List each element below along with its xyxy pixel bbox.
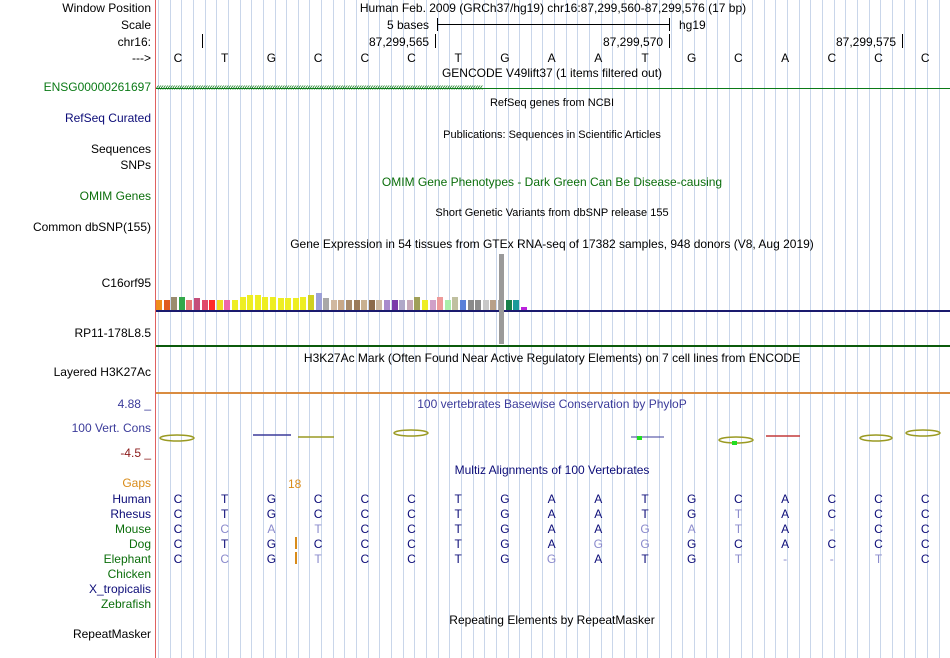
dbsnp-track-title: Short Genetic Variants from dbSNP release 155 [435, 207, 669, 219]
gtex-tissue-bar[interactable] [452, 297, 458, 311]
refseq-track-label[interactable]: RefSeq Curated [64, 111, 151, 125]
alignment-base: A [594, 522, 603, 536]
reference-base: C [734, 51, 743, 65]
alignment-base: C [173, 522, 183, 536]
alignment-base: A [594, 552, 603, 566]
alignment-base: A [781, 492, 790, 506]
alignment-base: - [829, 522, 834, 536]
gtex-track-title: Gene Expression in 54 tissues from GTEx RNA-seq of 17382 samples, 948 donors (V8, Aug 2019) [290, 237, 814, 251]
gridline [869, 0, 870, 658]
gridline [333, 0, 334, 658]
alignment-base: G [687, 492, 697, 506]
h3k27ac-signal-baseline [156, 392, 950, 394]
alignment-base: T [641, 552, 649, 566]
alignment-base: C [360, 537, 370, 551]
gtex-tissue-bar[interactable] [262, 297, 268, 311]
omim-track-label[interactable]: OMIM Genes [79, 189, 151, 203]
gridline [379, 0, 380, 658]
gtex-expression-bars[interactable] [156, 254, 950, 314]
alignment-base: G [266, 537, 277, 551]
alignment-base: C [920, 552, 930, 566]
gridline [193, 0, 194, 658]
alignment-base: C [313, 537, 323, 551]
scale-bar [437, 24, 669, 25]
alignment-base: G [593, 537, 603, 551]
gaps-label: Gaps [122, 476, 151, 490]
alignment-base: C [360, 522, 370, 536]
alignment-base: - [829, 552, 834, 566]
alignment-base: G [500, 522, 510, 536]
gap-marker [295, 552, 297, 564]
reference-base: T [641, 51, 649, 65]
gtex-tissue-bar[interactable] [300, 297, 306, 311]
alignment-base: A [781, 537, 790, 551]
scale-db: hg19 [679, 18, 706, 32]
publications-track-title: Publications: Sequences in Scientific Articles [443, 129, 661, 141]
alignment-base: C [173, 552, 183, 566]
alignment-base: C [173, 492, 183, 506]
alignment-base: T [874, 552, 883, 566]
alignment-base: A [687, 522, 696, 536]
alignment-base: C [360, 552, 370, 566]
alignment-base: G [687, 552, 697, 566]
alignment-base: A [781, 522, 790, 536]
alignment-base: C [407, 537, 416, 551]
reference-base: G [266, 51, 277, 65]
gencode-gene-label[interactable]: ENSG00000261697 [43, 80, 151, 94]
alignment-base: C [827, 537, 837, 551]
gridline [845, 0, 846, 658]
alignment-base: T [734, 522, 743, 536]
reference-base: C [827, 51, 837, 65]
reference-base: C [313, 51, 323, 65]
gtex-gene1-label[interactable]: C16orf95 [101, 276, 151, 290]
gridline [438, 0, 439, 658]
gridline [706, 0, 707, 658]
alignment-base: T [314, 552, 322, 566]
h3k27ac-track-title: H3K27Ac Mark (Often Found Near Active Regulatory Elements) on 7 cell lines from ENCODE [303, 351, 801, 365]
multiz-track-title: Multiz Alignments of 100 Vertebrates [454, 463, 650, 477]
ruler-tick [902, 34, 903, 48]
alignment-base: C [874, 507, 883, 521]
gtex-tissue-bar[interactable] [247, 295, 253, 311]
gencode-track-title: GENCODE V49lift37 (1 items filtered out) [441, 66, 663, 80]
phylop-signal [156, 425, 950, 450]
alignment-base: C [920, 507, 930, 521]
alignment-base: C [874, 492, 883, 506]
reference-base: A [594, 51, 603, 65]
gtex-tissue-bar[interactable] [316, 293, 322, 311]
ruler-start-tick [202, 34, 203, 48]
alignment-base: G [500, 507, 510, 521]
phylop-track-title: 100 vertebrates Basewise Conservation by PhyloP [417, 397, 687, 411]
gencode-gene-line [156, 88, 950, 89]
reference-base: G [500, 51, 510, 65]
assembly-position-text: Human Feb. 2009 (GRCh37/hg19) chr16:87,299,560-87,299,576 (17 bp) [359, 1, 747, 15]
gridline [426, 0, 427, 658]
gap-marker [295, 537, 297, 549]
alignment-base: C [360, 492, 370, 506]
alignment-base: T [314, 522, 322, 536]
alignment-base: A [594, 492, 603, 506]
gtex-gene1-baseline [156, 310, 950, 312]
alignment-base: C [827, 507, 837, 521]
alignment-base: C [313, 507, 323, 521]
reference-base: G [687, 51, 697, 65]
alignment-base: G [500, 552, 510, 566]
gridline [298, 0, 299, 658]
alignment-base: A [547, 507, 556, 521]
scale-bar-left-end [437, 18, 438, 31]
gridline [391, 0, 392, 658]
species-label[interactable]: Human [112, 492, 151, 506]
repeatmasker-track-title: Repeating Elements by RepeatMasker [449, 613, 655, 627]
ruler-tick-label: 87,299,565 [369, 35, 430, 49]
gtex-tissue-bar[interactable] [240, 297, 246, 311]
alignment-base: C [220, 522, 230, 536]
alignment-base: T [641, 507, 649, 521]
alignment-base: C [220, 552, 230, 566]
gridline [286, 0, 287, 658]
reference-base: C [173, 51, 183, 65]
gridline [892, 0, 893, 658]
gridline [810, 0, 811, 658]
alignment-base: C [173, 507, 183, 521]
alignment-base: G [687, 507, 697, 521]
gridline [799, 0, 800, 658]
gtex-gene2-label[interactable]: RP11-178L8.5 [74, 326, 151, 340]
repeatmasker-track-label[interactable]: RepeatMasker [72, 627, 151, 641]
species-label[interactable]: Dog [128, 537, 151, 551]
species-label[interactable]: Zebrafish [100, 597, 151, 611]
ruler-tick-label: 87,299,575 [836, 35, 897, 49]
species-label[interactable]: Elephant [103, 552, 151, 566]
reference-base: A [547, 51, 556, 65]
alignment-base: C [734, 537, 743, 551]
alignment-base: T [454, 537, 462, 551]
alignment-base: C [920, 522, 930, 536]
alignment-base: T [221, 492, 229, 506]
alignment-base: A [547, 537, 556, 551]
phylop-max-label: 4.88 _ [117, 397, 151, 411]
alignment-base: C [313, 492, 323, 506]
gridline [671, 0, 672, 658]
dbsnp-track-label[interactable]: Common dbSNP(155) [32, 220, 151, 234]
ruler-tick [669, 34, 670, 48]
gridline [240, 0, 241, 658]
alignment-base: G [640, 537, 650, 551]
alignment-base: C [407, 507, 416, 521]
alignment-base: C [874, 537, 883, 551]
alignment-base: A [267, 522, 276, 536]
gridline [484, 0, 485, 658]
gridline [904, 0, 905, 658]
gridline [251, 0, 252, 658]
alignment-base: T [641, 492, 649, 506]
gtex-highlight-column [499, 254, 504, 344]
alignment-base: T [221, 507, 229, 521]
scale-label[interactable]: Scale [120, 18, 151, 32]
alignment-base: G [546, 552, 557, 566]
alignment-base: G [266, 492, 277, 506]
reference-base: C [407, 51, 416, 65]
reference-base: C [360, 51, 370, 65]
gridline [717, 0, 718, 658]
alignment-base: A [547, 522, 556, 536]
ruler-tick-label: 87,299,570 [603, 35, 664, 49]
alignment-base: C [407, 522, 416, 536]
gtex-tissue-bar[interactable] [308, 295, 314, 311]
alignment-base: T [454, 552, 462, 566]
gtex-tissue-bar[interactable] [255, 295, 261, 311]
reference-base: T [454, 51, 462, 65]
refseq-track-title: RefSeq genes from NCBI [489, 97, 615, 109]
gridline [915, 0, 916, 658]
gridline [857, 0, 858, 658]
h3k27ac-track-label[interactable]: Layered H3K27Ac [53, 365, 151, 379]
gtex-tissue-bar[interactable] [437, 297, 443, 311]
alignment-base: C [874, 522, 883, 536]
gtex-gene2-baseline [156, 345, 950, 347]
ruler-tick [435, 34, 436, 48]
alignment-base: C [827, 492, 837, 506]
reference-base: A [781, 51, 790, 65]
alignment-base: A [594, 507, 603, 521]
alignment-base: T [734, 507, 743, 521]
publications-sequences-label[interactable]: Sequences [90, 142, 151, 156]
alignment-base: C [920, 492, 930, 506]
gridline [158, 0, 159, 658]
gridline [659, 0, 660, 658]
gridline [344, 0, 345, 658]
gridline [205, 0, 206, 658]
alignment-base: C [360, 507, 370, 521]
alignment-base: G [266, 507, 277, 521]
alignment-base: G [640, 522, 650, 536]
gridline [473, 0, 474, 658]
alignment-base: C [407, 492, 416, 506]
gridline [764, 0, 765, 658]
phylop-min-label: -4.5 _ [120, 446, 151, 460]
scale-text: 5 bases [387, 18, 430, 32]
chrom-label[interactable]: chr16: [117, 35, 151, 49]
alignment-base: C [920, 537, 930, 551]
species-label[interactable]: Mouse [114, 522, 151, 536]
alignment-base: G [687, 537, 697, 551]
alignment-base: T [734, 552, 743, 566]
scale-bar-right-end [669, 18, 670, 31]
phylop-track-label[interactable]: 100 Vert. Cons [71, 421, 151, 435]
gap-count: 18 [288, 477, 302, 491]
gtex-tissue-bar[interactable] [171, 297, 177, 311]
gtex-tissue-bar[interactable] [179, 297, 185, 311]
reference-base: T [221, 51, 229, 65]
alignment-base: T [454, 522, 462, 536]
alignment-base: A [781, 507, 790, 521]
label-column-border [155, 0, 156, 658]
species-label[interactable]: X_tropicalis [88, 582, 151, 596]
species-label[interactable]: Rhesus [110, 507, 151, 521]
publications-snps-label[interactable]: SNPs [120, 158, 151, 172]
alignment-base: T [221, 537, 229, 551]
gtex-tissue-bar[interactable] [270, 297, 276, 311]
alignment-base: C [407, 552, 416, 566]
reference-base: C [920, 51, 930, 65]
reference-base: C [874, 51, 883, 65]
alignment-base: C [173, 537, 183, 551]
alignment-base: G [500, 537, 510, 551]
strand-label[interactable]: ---> [132, 51, 151, 65]
alignment-base: T [454, 507, 462, 521]
alignment-base: C [734, 492, 743, 506]
omim-track-title: OMIM Gene Phenotypes - Dark Green Can Be Disease-causing [381, 175, 723, 189]
alignment-base: A [547, 492, 556, 506]
gridline [752, 0, 753, 658]
gridline [624, 0, 625, 658]
alignment-base: T [454, 492, 462, 506]
track-labels-column [0, 0, 155, 658]
gridline [939, 0, 940, 658]
species-label[interactable]: Chicken [107, 567, 151, 581]
gtex-tissue-bar[interactable] [414, 297, 420, 311]
alignment-base: G [266, 552, 277, 566]
window-position-label[interactable]: Window Position [62, 1, 151, 15]
alignment-base: - [783, 552, 788, 566]
alignment-base: G [500, 492, 510, 506]
